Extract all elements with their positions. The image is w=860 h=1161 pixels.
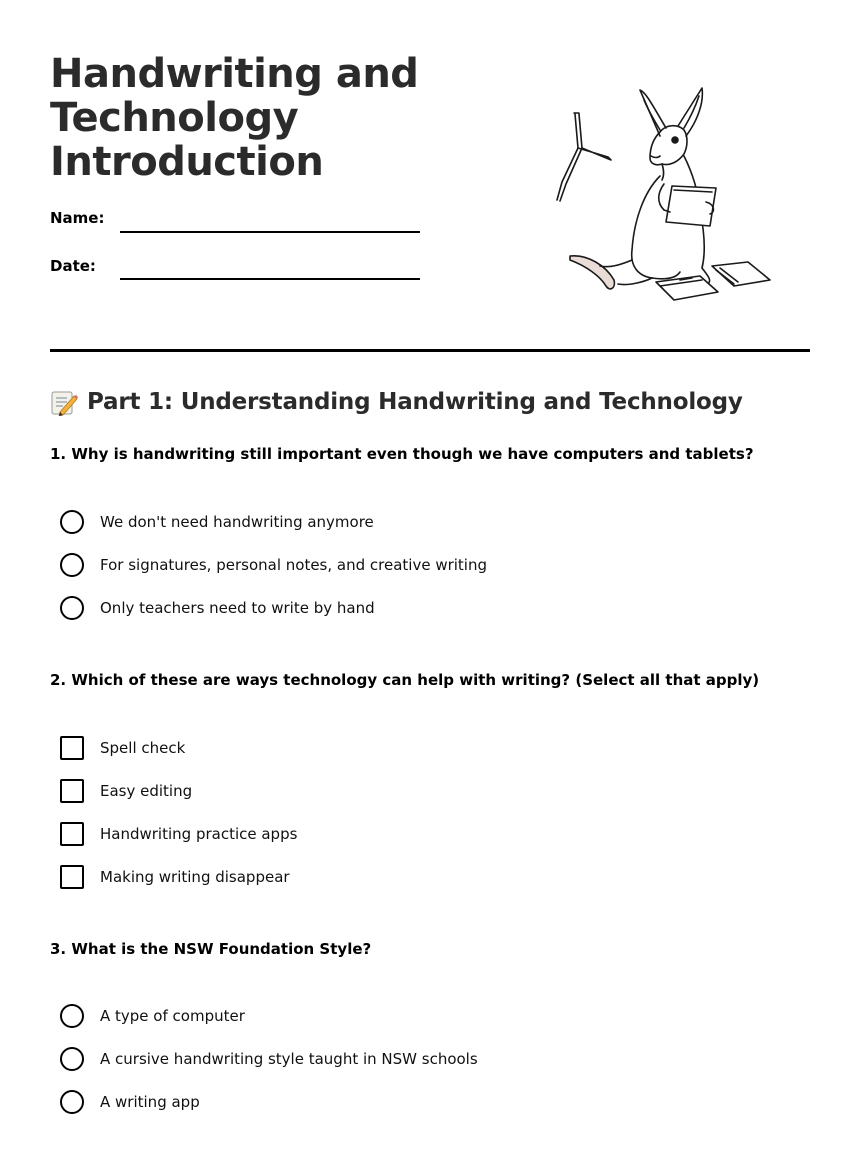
q3-option-2-label: A cursive handwriting style taught in NSW schools: [100, 1050, 478, 1068]
question-3-text: 3. What is the NSW Foundation Style?: [50, 940, 372, 958]
q1-option-3[interactable]: [60, 595, 375, 621]
q3-option-1-label: A type of computer: [100, 1007, 245, 1025]
q2-option-2-checkbox[interactable]: [60, 779, 84, 803]
q2-option-1-label: Spell check: [100, 739, 186, 757]
q2-option-3[interactable]: [60, 821, 297, 847]
q3-option-2-radio[interactable]: [60, 1047, 84, 1071]
q1-option-1-label: We don't need handwriting anymore: [100, 513, 374, 531]
q3-option-3-label: A writing app: [100, 1093, 200, 1111]
q1-option-3-label: Only teachers need to write by hand: [100, 599, 375, 617]
q1-option-2[interactable]: [60, 552, 487, 578]
q1-option-1-radio[interactable]: [60, 510, 84, 534]
q2-option-4-label: Making writing disappear: [100, 868, 290, 886]
q2-option-4-checkbox[interactable]: [60, 865, 84, 889]
title-line-2: Technology: [50, 95, 299, 141]
date-input-line[interactable]: [120, 278, 420, 280]
name-input-line[interactable]: [120, 231, 420, 233]
q2-option-4[interactable]: [60, 864, 290, 890]
q3-option-1-radio[interactable]: [60, 1004, 84, 1028]
question-2-text: 2. Which of these are ways technology can help with writing? (Select all that apply): [50, 671, 760, 689]
q2-option-2[interactable]: [60, 778, 192, 804]
date-label: Date:: [50, 257, 96, 275]
q1-option-2-radio[interactable]: [60, 553, 84, 577]
section-divider: [50, 349, 810, 352]
memo-pencil-icon: [50, 388, 78, 416]
q3-option-2[interactable]: [60, 1046, 478, 1072]
q2-option-1-checkbox[interactable]: [60, 736, 84, 760]
part1-heading: [50, 388, 743, 416]
question-1-text: 1. Why is handwriting still important even though we have computers and tablets?: [50, 445, 754, 463]
title-line-1: Handwriting and: [50, 51, 419, 97]
q3-option-3-radio[interactable]: [60, 1090, 84, 1114]
q1-option-2-label: For signatures, personal notes, and creative writing: [100, 556, 487, 574]
kangaroo-with-tablet-illustration: [548, 80, 778, 310]
part1-heading-text: Part 1: Understanding Handwriting and Technology: [87, 389, 743, 415]
q3-option-3[interactable]: [60, 1089, 200, 1115]
title-line-3: Introduction: [50, 139, 324, 185]
q3-option-1[interactable]: [60, 1003, 245, 1029]
worksheet-title: [50, 52, 418, 184]
q2-option-3-label: Handwriting practice apps: [100, 825, 298, 843]
q1-option-3-radio[interactable]: [60, 596, 84, 620]
q2-option-1[interactable]: [60, 735, 185, 761]
q1-option-1[interactable]: [60, 509, 374, 535]
q2-option-3-checkbox[interactable]: [60, 822, 84, 846]
q2-option-2-label: Easy editing: [100, 782, 193, 800]
name-label: Name:: [50, 209, 105, 227]
